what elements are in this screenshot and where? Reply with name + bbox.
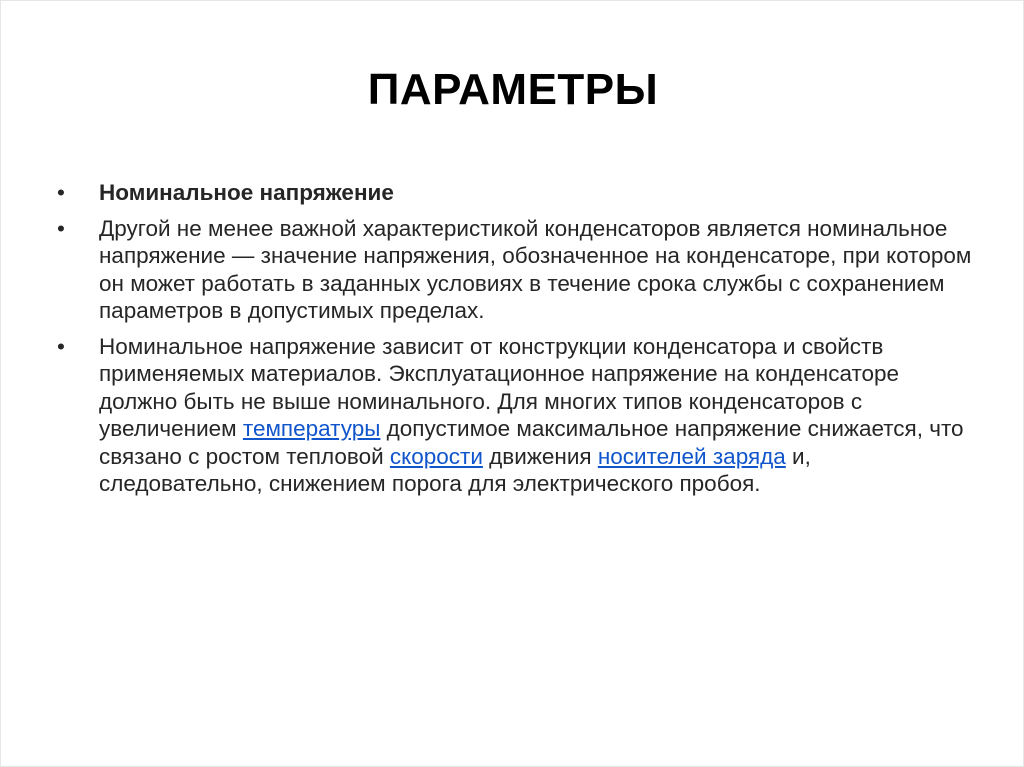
link-charge-carriers[interactable]: носителей заряда <box>597 443 786 469</box>
paragraph-text: Другой не менее важной характеристикой конденсаторов является номинальное напряжение — значение напряжения, обозначенное на конденсаторе, при котором он может работать в заданных условиях в течение срока службы с сохранением параметров в допустимых пределах. <box>99 215 972 323</box>
list-item-heading <box>57 179 977 207</box>
list-item-paragraph-2 <box>57 333 977 498</box>
list-item-paragraph-1 <box>57 215 977 325</box>
slide-title: ПАРАМЕТРЫ <box>367 65 659 114</box>
bullet-icon: • <box>57 215 65 241</box>
link-speed[interactable]: скорости <box>389 443 483 469</box>
bullet-list <box>57 179 977 506</box>
paragraph-text: допустимое максимальное напряжение снижается, что связано с ростом тепловой <box>99 416 964 469</box>
paragraph-text: и, следовательно, снижением порога для электрического пробоя. <box>99 443 811 496</box>
paragraph-text: Номинальное напряжение зависит от конструкции конденсатора и свойств применяемых материалов. Эксплуатационное напряжение на конденсаторе должно быть не выше номинального. Для многих типов конденсаторов с увеличением <box>99 333 900 441</box>
bullet-icon: • <box>57 333 65 359</box>
paragraph-text: движения <box>482 443 598 469</box>
bullet-icon: • <box>57 180 65 205</box>
link-temperature[interactable]: температуры <box>242 416 381 441</box>
section-heading: Номинальное напряжение <box>99 180 394 205</box>
